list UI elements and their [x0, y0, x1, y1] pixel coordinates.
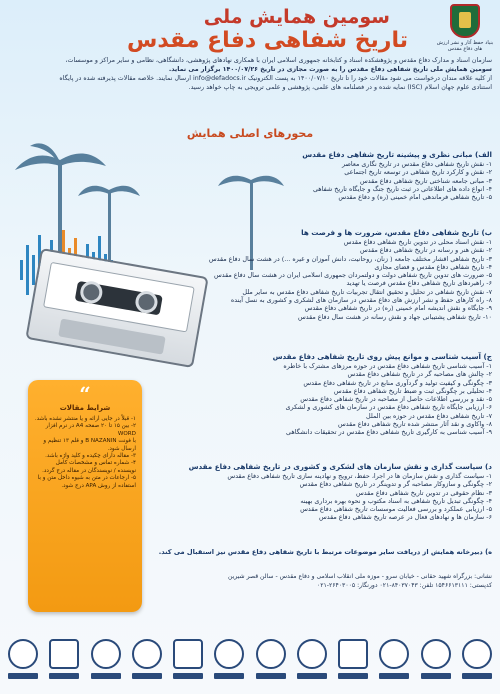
intro-line-4: استنادی علوم جهان اسلام (ISC) نمایه شده و در فصلنامه های علمی، پژوهشی و علمی ترویجی به چاپ خواهد رسید.: [188, 84, 492, 91]
sponsor-logo: [128, 633, 166, 685]
sponsor-name-bar: [338, 673, 368, 679]
sponsor-name-bar: [49, 673, 79, 679]
sponsor-logo: [417, 633, 455, 685]
list-item: ۶- ارزیابی جایگاه تاریخ شفاهی دفاع مقدس در سازمان های کشوری و لشکری: [285, 403, 492, 412]
sponsor-name-bar: [173, 673, 203, 679]
card-item: با فونت B NAZANIN و قلم ۱۳ تنظیم و ارسال شود.: [43, 438, 136, 452]
sponsor-emblem-icon: [421, 639, 451, 669]
list-item: ۲- نقش هنر و رسانه در تاریخ شفاهی دفاع مقدس: [359, 246, 492, 255]
list-item: ۱- نقش تاریخ شفاهی دفاع مقدس در تاریخ نگاری معاصر: [341, 160, 492, 168]
sponsor-logo: [375, 633, 413, 685]
sponsor-logo: [293, 633, 331, 685]
address-line: نشانی: بزرگراه شهید حقانی - خیابان سرو - موزه ملی انقلاب اسلامی و دفاع مقدس - سالن قصر شیرین: [227, 573, 492, 580]
sponsor-name-bar: [379, 673, 409, 679]
sponsor-emblem-icon: [214, 639, 244, 669]
card-item: استفاده از روش APA درج شود.: [61, 482, 136, 489]
section-b: [192, 228, 492, 321]
list-item: ۴- انواع داده های اطلاعاتی در ثبت تاریخ جنگ و جایگاه تاریخ شفاهی: [312, 184, 492, 193]
list-item: ۵- ضرورت های تدوین تاریخ شفاهی دولت و دولتمردان جمهوری اسلامی ایران در هشت سال دفاع مقدس: [213, 271, 492, 280]
sponsor-logo: [169, 633, 207, 685]
list-item: ۵- نقد و بررسی اطلاعات حاصل از مصاحبه در تاریخ شفاهی دفاع مقدس: [300, 395, 492, 404]
card-item: ۲- بین ۱۵ تا ۲۰ صفحه A4 در نرم افزار WORD: [45, 423, 136, 437]
title-line-2: تاریخ شفاهی دفاع مقدس: [126, 28, 408, 53]
card-item: ۳- مقاله دارای چکیده و کلید واژه باشد.: [45, 453, 136, 460]
sponsor-name-bar: [297, 673, 327, 679]
section-c-title: ج) آسیب شناسی و موانع پیش روی تاریخ شفاهی دفاع مقدس: [272, 352, 492, 361]
sponsor-logo: [252, 633, 290, 685]
sponsor-emblem-icon: [297, 639, 327, 669]
section-e: ه) دبیرخانه همایش از دریافت سایر موضوعات مرتبط با تاریخ شفاهی دفاع مقدس نیز استقبال می کند.: [158, 548, 492, 556]
sponsor-emblem-icon: [132, 639, 162, 669]
section-a-title: الف) مبانی نظری و پیشینه تاریخ شفاهی دفاع مقدس: [302, 150, 492, 159]
list-item: ۷- نقش تاریخ شفاهی در تحلیل و تحقیق انتقال تجربیات تاریخ شفاهی دفاع مقدس به سایر ملل: [242, 287, 492, 296]
sponsor-name-bar: [91, 673, 121, 679]
sponsor-logo: [45, 633, 83, 685]
sponsor-emblem-icon: [49, 639, 79, 669]
sponsor-name-bar: [132, 673, 162, 679]
list-item: ۴- تاریخ شفاهی دفاع مقدس و فضای مجازی: [374, 262, 492, 271]
organization-name: بنیاد حفظ آثار و نشر ارزش های دفاع مقدس: [436, 40, 494, 52]
section-b-title: ب) تاریخ شفاهی دفاع مقدس، ضرورت ها و فرصت ها: [301, 228, 492, 237]
title-line-1: سومین همایش ملی: [203, 6, 390, 28]
quote-mark-icon: “: [79, 382, 91, 406]
organization-logo: [436, 4, 494, 52]
section-a: [192, 150, 492, 201]
shield-emblem-icon: [450, 4, 480, 38]
card-item: ۵- ارجاعات در متن به شیوه داخل متن و با: [37, 475, 136, 482]
list-item: ۱- آسیب شناسی تاریخ شفاهی دفاع مقدس در حوزه مرزهای مشترک با خاطره: [283, 362, 492, 370]
axes-title: محورهای اصلی همایش: [186, 127, 314, 140]
list-item: ۲- چالش های مصاحبه گر در تاریخ شفاهی دفاع مقدس: [347, 370, 492, 379]
list-item: ۶- راهبردهای تاریخ شفاهی دفاع مقدس فرصت یا تهدید: [346, 279, 492, 288]
list-item: ۷- تاریخ شفاهی دفاع مقدس در حوزه بین الملل: [366, 411, 492, 420]
sponsor-name-bar: [8, 673, 38, 679]
card-item: ۴- شماره تماس و مشخصات کامل: [55, 460, 136, 467]
list-item: ۱- سیاست گذاری و نقش سازمان ها در اجرا، حفظ، ترویج و نهادینه سازی تاریخ شفاهی دفاع مقدس: [227, 472, 492, 480]
sponsor-logo: [210, 633, 248, 685]
address-block: [52, 572, 492, 590]
sponsor-name-bar: [256, 673, 286, 679]
list-item: ۱- نقش اسناد محلی در تدوین تاریخ شفاهی دفاع مقدس: [343, 238, 492, 246]
intro-text: [8, 56, 492, 92]
card-item: نویسنده / نویسندگان در مقاله درج گردد.: [42, 467, 136, 474]
sponsor-emblem-icon: [462, 639, 492, 669]
list-item: ۸- واکاوی و نقد آثار منتشر شده تاریخ شفاهی دفاع مقدس: [337, 420, 492, 429]
section-c: [192, 352, 492, 437]
sponsor-logo: [4, 633, 42, 685]
list-item: ۳- مبانی جامعه شناختی تاریخ شفاهی دفاع مقدس: [359, 176, 492, 185]
sponsor-emblem-icon: [91, 639, 121, 669]
list-item: ۶- سازمان ها و نهادهای فعال در عرصه تاریخ شفاهی دفاع مقدس: [318, 513, 492, 522]
sponsor-name-bar: [421, 673, 451, 679]
list-item: ۹- آسیب شناسی به کارگیری تاریخ شفاهی دفاع مقدس در تحقیقات دانشگاهی: [286, 428, 492, 437]
sponsor-emblem-icon: [379, 639, 409, 669]
list-item: ۵- تاریخ شفاهی فرماندهی امام خمینی (ره) و دفاع مقدس: [338, 193, 492, 202]
intro-line-2: سومین همایش ملی تاریخ شفاهی دفاع مقدس را به صورت مجازی در تاریخ ۱۴۰۰/۰۷/۲۶ برگزار می نماید.: [168, 66, 492, 73]
list-item: ۵- ارزیابی عملکرد و بررسی فعالیت موسسات تاریخ شفاهی دفاع مقدس: [300, 505, 492, 514]
sponsor-logo: [87, 633, 125, 685]
list-item: ۳- نظام حقوقی در تدوین تاریخ شفاهی دفاع مقدس: [356, 488, 492, 497]
sponsor-name-bar: [214, 673, 244, 679]
sponsor-logo: [334, 633, 372, 685]
sponsor-logo: [458, 633, 496, 685]
list-item: ۳- تاریخ شفاهی اقشار مختلف جامعه ( زنان، روحانیت، دانش آموزان و غیره ...) در هشت سال دفاع مقدس: [208, 254, 492, 263]
sponsor-emblem-icon: [256, 639, 286, 669]
list-item: ۲- چگونگی و سازوکار مصاحبه گر و تدوینگر در تاریخ شفاهی دفاع مقدس: [299, 480, 492, 489]
sponsor-logos: [4, 628, 496, 690]
contact-line: کدپستی: ۱۵۴۶۶۱۳۱۱۱ تلفن: ۸۴۰۳۷۰۴۳-۰۲۱ دورنگار: ۲۶۴۰۳۰۰۵-۰۲۱: [316, 582, 492, 589]
list-item: ۲- نقش و کارکرد تاریخ شفاهی در توسعه تاریخ اجتماعی: [344, 168, 492, 177]
sponsor-emblem-icon: [8, 639, 38, 669]
section-d: [162, 462, 492, 522]
sponsor-emblem-icon: [338, 639, 368, 669]
card-item: ۱- قبلاً در جایی ارائه و یا منتشر نشده باشد.: [34, 416, 136, 422]
card-title: شرایط مقالات: [59, 404, 111, 412]
list-item: ۸- راه کارهای حفظ و نشر ارزش های دفاع مقدس در سازمان های لشکری و کشوری به نسل آینده: [230, 296, 492, 305]
intro-line-1: سازمان اسناد و مدارک دفاع مقدس و پژوهشکده اسناد و کتابخانه جمهوری اسلامی ایران با همکاری نهادهای پژوهشی، دانشگاهی، نظامی و سایر مراکز و موسسات،: [65, 57, 492, 64]
sponsor-emblem-icon: [173, 639, 203, 669]
list-item: ۹- جایگاه و نقش اندیشه امام خمینی (ره) در تاریخ شفاهی دفاع مقدس: [304, 304, 492, 313]
sponsor-name-bar: [462, 673, 492, 679]
section-d-title: د) سیاست گذاری و نقش سازمان های لشکری و کشوری در تاریخ شفاهی دفاع مقدس: [188, 462, 492, 471]
intro-line-3: از کلیه علاقه مندان درخواست می شود مقالات خود را تا تاریخ ۱۴۰۰/۰۷/۱۰ به پست الکترونیک info@defadocs.ir ارسال نمایند. خلاصه مقالات پذیرفته شده در پایگاه: [59, 75, 492, 82]
list-item: ۳- چگونگی و کیفیت تولید و گردآوری منابع در تاریخ شفاهی دفاع مقدس: [303, 378, 492, 387]
list-item: ۴- تحلیلی بر چگونگی ثبت و ضبط تاریخ شفاهی دفاع مقدس: [333, 386, 492, 395]
list-item: ۴- چگونگی تبدیل تاریخ شفاهی به اسناد مکتوب و نحوه بهره برداری بهینه: [300, 496, 492, 505]
list-item: ۱۰- تاریخ شفاهی پشتیبانی جهاد و نقش رسانه در هشت سال دفاع مقدس: [297, 312, 492, 321]
